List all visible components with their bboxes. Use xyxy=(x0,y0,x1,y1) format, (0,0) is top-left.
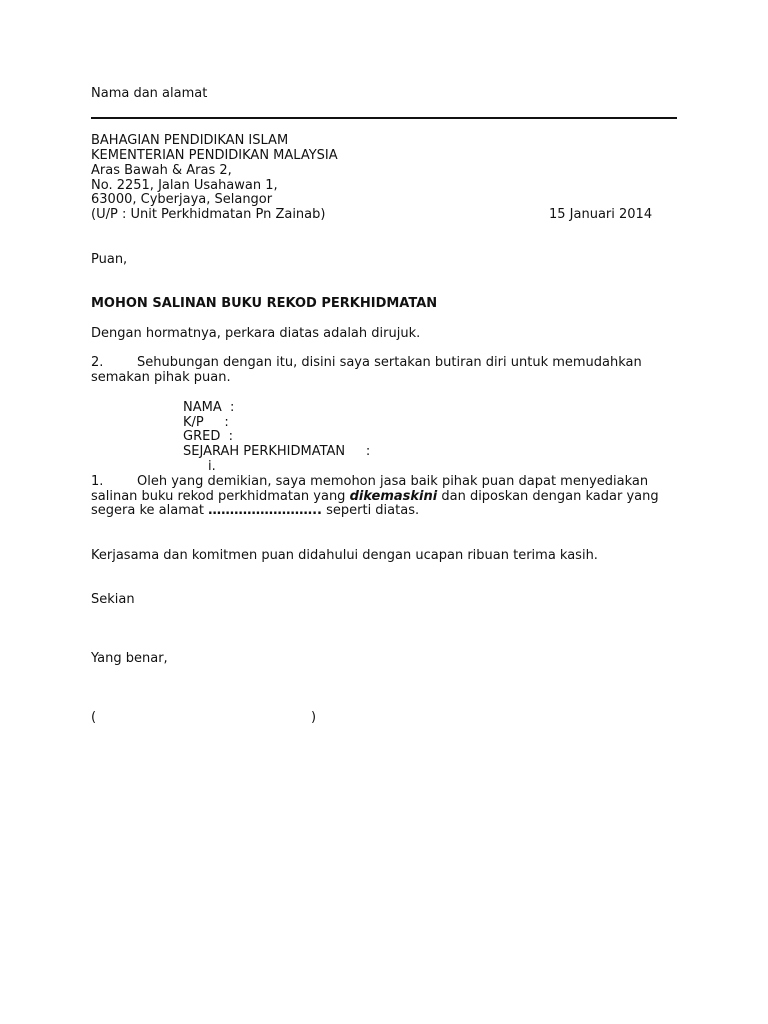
text-run: salinan buku rekod perkhidmatan yang xyxy=(91,489,350,504)
emphasis-text: dikemaskini xyxy=(349,489,438,504)
paragraph-line: semakan pihak puan. xyxy=(91,370,231,385)
signature-close-paren: ) xyxy=(311,710,317,725)
recipient-line: KEMENTERIAN PENDIDIKAN MALAYSIA xyxy=(91,148,338,163)
header-divider xyxy=(91,117,677,119)
field-sejarah: SEJARAH PERKHIDMATAN : xyxy=(183,444,371,459)
text-run: dan diposkan dengan kadar yang xyxy=(437,489,659,504)
paragraph-number: 1. xyxy=(91,474,104,489)
paragraph-number: 2. xyxy=(91,355,104,370)
field-kp: K/P : xyxy=(183,415,229,430)
recipient-line: (U/P : Unit Perkhidmatan Pn Zainab) xyxy=(91,207,326,222)
field-gred: GRED : xyxy=(183,429,233,444)
paragraph-1: Dengan hormatnya, perkara diatas adalah dirujuk. xyxy=(91,326,421,341)
recipient-line: No. 2251, Jalan Usahawan 1, xyxy=(91,178,278,193)
paragraph-line xyxy=(91,489,659,504)
paragraph-4: Kerjasama dan komitmen puan didahului dengan ucapan ribuan terima kasih. xyxy=(91,548,598,563)
closing: Sekian xyxy=(91,592,135,607)
name-address-label: Nama dan alamat xyxy=(91,86,208,101)
salutation: Puan, xyxy=(91,252,128,267)
recipient-line: Aras Bawah & Aras 2, xyxy=(91,163,232,178)
recipient-line: 63000, Cyberjaya, Selangor xyxy=(91,192,273,207)
text-run: segera ke alamat xyxy=(91,503,209,518)
address-placeholder: …………………….. xyxy=(208,503,322,518)
letter-date: 15 Januari 2014 xyxy=(549,207,653,222)
recipient-line: BAHAGIAN PENDIDIKAN ISLAM xyxy=(91,133,289,148)
list-item-i: i. xyxy=(208,459,216,474)
signature-open-paren: ( xyxy=(91,710,97,725)
field-nama: NAMA : xyxy=(183,400,235,415)
paragraph-line xyxy=(91,503,419,518)
paragraph-line: Oleh yang demikian, saya memohon jasa baik pihak puan dapat menyediakan xyxy=(137,474,649,489)
subject-heading: MOHON SALINAN BUKU REKOD PERKHIDMATAN xyxy=(91,296,438,311)
signoff: Yang benar, xyxy=(91,651,168,666)
text-run: seperti diatas. xyxy=(321,503,420,518)
paragraph-line: Sehubungan dengan itu, disini saya sertakan butiran diri untuk memudahkan xyxy=(137,355,642,370)
